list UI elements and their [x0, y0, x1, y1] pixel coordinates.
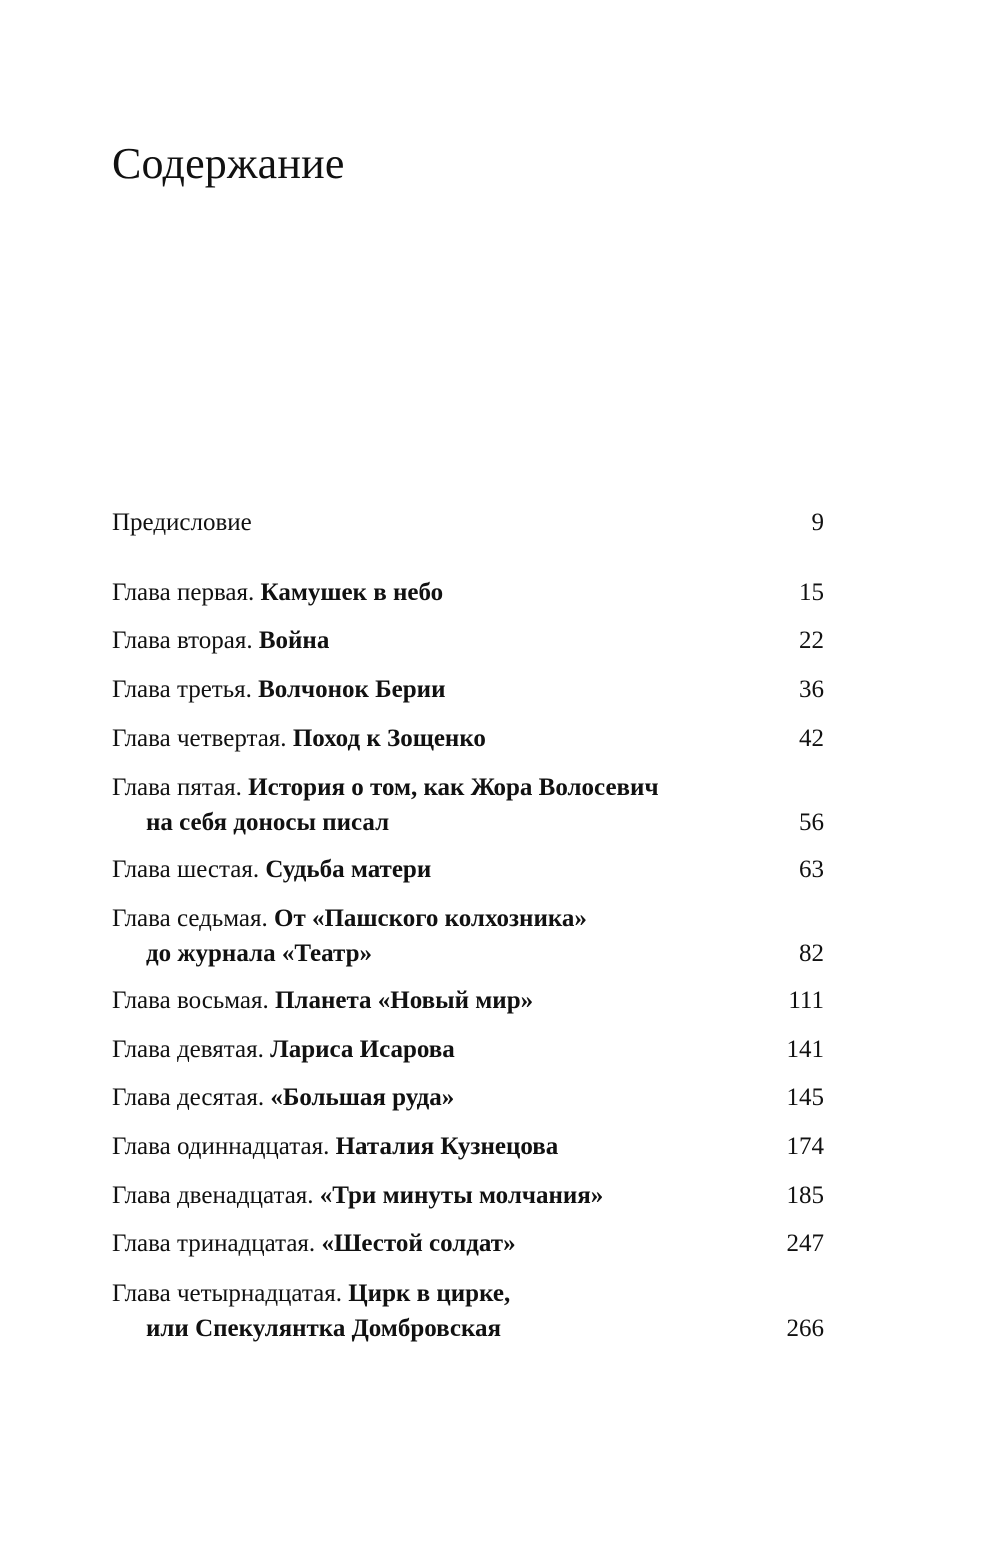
toc-entry-title-continued: или Спекулянтка Домбровская	[146, 1315, 502, 1342]
toc-page-number: 111	[788, 987, 824, 1014]
toc-entry-title: Лариса Исарова	[270, 1036, 455, 1063]
toc-entry-chapter-1	[112, 575, 824, 610]
toc-page-number: 185	[786, 1182, 824, 1209]
toc-entry-chapter-6	[112, 852, 824, 887]
toc-entry-chapter-8	[112, 983, 824, 1018]
toc-entry-chapter-11	[112, 1129, 824, 1164]
toc-entry-label: Глава десятая.	[112, 1084, 265, 1111]
toc-entry-title: «Большая руда»	[270, 1084, 455, 1111]
toc-entry-label: Глава четырнадцатая.	[112, 1280, 342, 1307]
toc-entry-title: Война	[258, 627, 330, 654]
toc-entry-chapter-5	[112, 770, 824, 840]
toc-page-number: 42	[799, 725, 824, 752]
toc-entry-title: Планета «Новый мир»	[274, 987, 534, 1014]
toc-entry-label: Глава двенадцатая.	[112, 1182, 314, 1209]
toc-page-number: 141	[786, 1036, 824, 1063]
toc-entry-label: Глава вторая.	[112, 627, 253, 654]
toc-entry-title: История о том, как Жора Волосевич	[248, 774, 659, 801]
toc-entry-chapter-10	[112, 1080, 824, 1115]
toc-entry-title: «Шестой солдат»	[321, 1230, 516, 1257]
toc-page-number: 145	[786, 1084, 824, 1111]
toc-page-number: 266	[786, 1315, 824, 1342]
toc-page-number: 56	[799, 809, 824, 836]
toc-entry-chapter-7	[112, 901, 824, 971]
page-title: Содержание	[112, 139, 345, 188]
toc-entry-label: Предисловие	[112, 509, 252, 536]
toc-entry-title-continued: до журнала «Театр»	[146, 940, 372, 967]
toc-entry-title: От «Пашского колхозника»	[274, 905, 587, 932]
toc-entry-title: Наталия Кузнецова	[335, 1133, 559, 1160]
toc-page-number: 174	[786, 1133, 824, 1160]
toc-entry-chapter-9	[112, 1032, 824, 1067]
toc-entry-label: Глава третья.	[112, 676, 252, 703]
toc-entry-label: Глава седьмая.	[112, 905, 268, 932]
toc-entry-title: «Три минуты молчания»	[319, 1182, 604, 1209]
toc-page-number: 22	[799, 627, 824, 654]
toc-entry-preface	[112, 505, 824, 540]
toc-entry-label: Глава тринадцатая.	[112, 1230, 316, 1257]
toc-entry-chapter-2	[112, 623, 824, 658]
toc-entry-label: Глава восьмая.	[112, 987, 269, 1014]
toc-entry-label: Глава девятая.	[112, 1036, 264, 1063]
toc-entry-title-continued: на себя доносы писал	[146, 809, 390, 836]
toc-page-number: 247	[786, 1230, 824, 1257]
toc-entry-chapter-13	[112, 1226, 824, 1261]
toc-entry-chapter-3	[112, 672, 824, 707]
toc-entry-title: Поход к Зощенко	[292, 725, 486, 752]
toc-entry-title: Судьба матери	[265, 856, 432, 883]
toc-entry-title: Камушек в небо	[260, 579, 444, 606]
toc-entry-chapter-4	[112, 721, 824, 756]
toc-page-number: 63	[799, 856, 824, 883]
toc-page-number: 36	[799, 676, 824, 703]
toc-page-number: 9	[811, 509, 824, 536]
toc-entry-title: Цирк в цирке,	[348, 1280, 511, 1307]
toc-entry-label: Глава четвертая.	[112, 725, 287, 752]
toc-entry-title: Волчонок Берии	[258, 676, 446, 703]
toc-entry-label: Глава шестая.	[112, 856, 260, 883]
toc-entry-label: Глава пятая.	[112, 774, 242, 801]
toc-entry-label: Глава первая.	[112, 579, 255, 606]
toc-entry-label: Глава одиннадцатая.	[112, 1133, 330, 1160]
toc-entry-chapter-14	[112, 1276, 824, 1346]
toc-page-number: 15	[799, 579, 824, 606]
toc-page-number: 82	[799, 940, 824, 967]
toc-entry-chapter-12	[112, 1178, 824, 1213]
